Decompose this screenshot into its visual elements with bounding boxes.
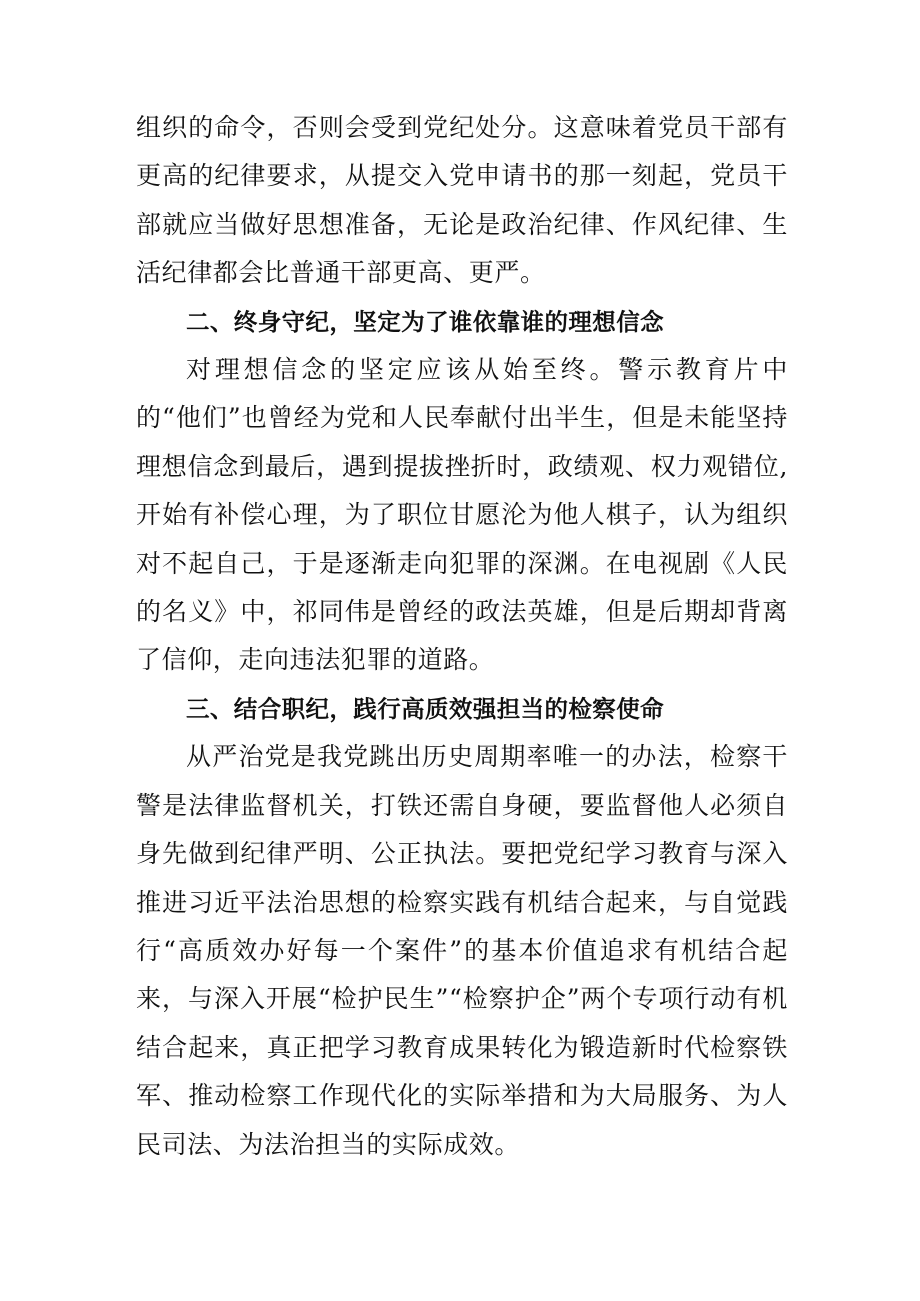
document-body [136, 104, 788, 1169]
section-three-heading: 三、结合职纪，践行高质效强担当的检察使命 [186, 694, 664, 723]
continued-paragraph: 组织的命令，否则会受到党纪处分。这意味着党员干部有更高的纪律要求，从提交入党申请书的那一刻起，党员干部就应当做好思想准备，无论是政治纪律、作风纪律、生活纪律都会比普通干部更高、更严。 [136, 113, 788, 288]
section-two-paragraph: 对理想信念的坚定应该从始至终。警示教育片中的“他们”也曾经为党和人民奉献付出半生，但是未能坚持理想信念到最后，遇到提拔挫折时，政绩观、权力观错位,开始有补偿心理，为了职位甘愿沦为他人棋子，认为组织对不起自己，于是逐渐走向犯罪的深渊。在电视剧《人民的名义》中，祁同伟是曾经的政法英雄，但是后期却背离了信仰，走向违法犯罪的道路。 [136, 355, 788, 675]
section-two-heading: 二、终身守纪，坚定为了谁依靠谁的理想信念 [186, 307, 664, 336]
section-three-paragraph: 从严治党是我党跳出历史周期率唯一的办法，检察干警是法律监督机关，打铁还需自身硬，要监督他人必须自身先做到纪律严明、公正执法。要把党纪学习教育与深入推进习近平法治思想的检察实践有机结合起来，与自觉践行“高质效办好每一个案件”的基本价值追求有机结合起来，与深入开展“检护民生”“检察护企”两个专项行动有机结合起来，真正把学习教育成果转化为锻造新时代检察铁军、推动检察工作现代化的实际举措和为大局服务、为人民司法、为法治担当的实际成效。 [136, 742, 788, 1159]
